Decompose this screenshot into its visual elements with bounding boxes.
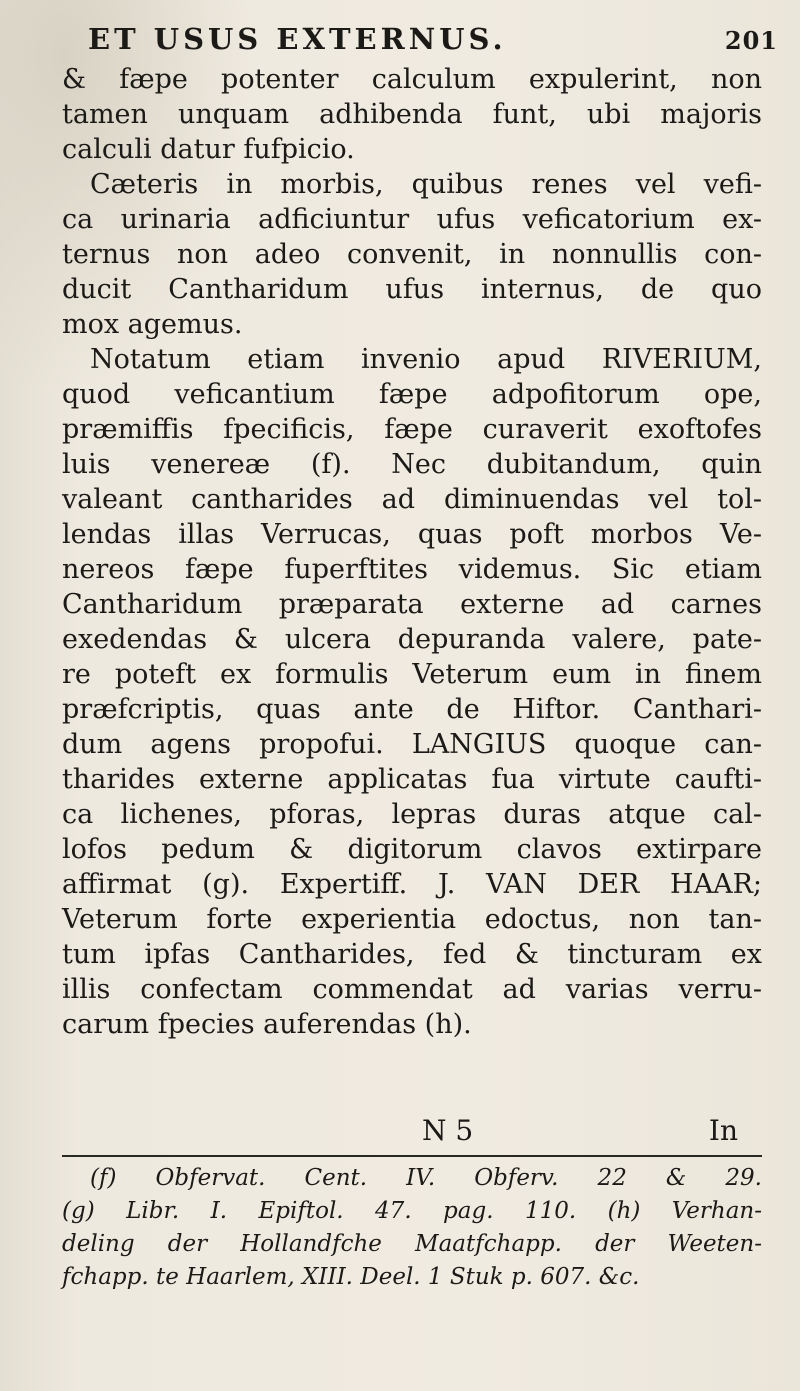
footnote-line: (g) Libr. I. Epiftol. 47. pag. 110. (h) Verhan-	[62, 1198, 762, 1224]
text-line: Notatum etiam invenio apud RIVERIUM,	[90, 344, 762, 375]
text-line: tharides externe applicatas fua virtute caufti-	[62, 764, 762, 795]
text-line: nereos fæpe fuperftites videmus. Sic etiam	[62, 554, 762, 585]
text-line: re poteft ex formulis Veterum eum in finem	[62, 659, 762, 690]
text-line: tamen unquam adhibenda funt, ubi majoris	[62, 99, 762, 130]
signature-line	[62, 1114, 762, 1150]
footnote-line: (f) Obfervat. Cent. IV. Obferv. 22 & 29.	[90, 1165, 762, 1191]
footnote-line: deling der Hollandfche Maatfchapp. der Weeten-	[62, 1231, 762, 1257]
text-line: illis confectam commendat ad varias verru-	[62, 974, 762, 1005]
text-line: ducit Cantharidum ufus internus, de quo	[62, 274, 762, 305]
text-line: lofos pedum & digitorum clavos extirpare	[62, 834, 762, 865]
text-line: affirmat (g). Expertiff. J. VAN DER HAAR;	[62, 869, 762, 900]
text-line: Cæteris in morbis, quibus renes vel vefi-	[90, 169, 762, 200]
page-number: 201	[724, 26, 778, 55]
text-line: Cantharidum præparata externe ad carnes	[62, 589, 762, 620]
text-line: ca urinaria adficiuntur ufus veficatorium ex-	[62, 204, 762, 235]
text-line: præmiffis fpecificis, fæpe curaverit exoftofes	[62, 414, 762, 445]
footnotes	[62, 1162, 762, 1294]
text-line: præfcriptis, quas ante de Hiftor. Canthari-	[62, 694, 762, 725]
text-line: ca lichenes, pforas, lepras duras atque cal-	[62, 799, 762, 830]
running-header	[88, 22, 778, 56]
footnote-rule	[62, 1155, 762, 1157]
footnote-line: fchapp. te Haarlem, XIII. Deel. 1 Stuk p. 607. &c.	[62, 1264, 640, 1290]
text-line: carum fpecies auferendas (h).	[62, 1009, 472, 1040]
signature-mark: N 5	[422, 1114, 474, 1147]
text-line: ternus non adeo convenit, in nonnullis con-	[62, 239, 762, 270]
text-line: lendas illas Verrucas, quas poft morbos Ve-	[62, 519, 762, 550]
text-line: quod veficantium fæpe adpofitorum ope,	[62, 379, 762, 410]
text-line: luis venereæ (f). Nec dubitandum, quin	[62, 449, 762, 480]
main-text	[62, 62, 762, 1042]
text-line: tum ipfas Cantharides, fed & tincturam ex	[62, 939, 762, 970]
running-title: ET USUS EXTERNUS.	[88, 22, 507, 56]
text-line: exedendas & ulcera depuranda valere, pate-	[62, 624, 762, 655]
text-line: dum agens propofui. LANGIUS quoque can-	[62, 729, 762, 760]
text-line: valeant cantharides ad diminuendas vel tol-	[62, 484, 762, 515]
text-line: mox agemus.	[62, 309, 243, 340]
text-line: Veterum forte experientia edoctus, non tan-	[62, 904, 762, 935]
catchword: In	[708, 1114, 738, 1147]
text-line: & fæpe potenter calculum expulerint, non	[62, 64, 762, 95]
text-line: calculi datur fufpicio.	[62, 134, 355, 165]
